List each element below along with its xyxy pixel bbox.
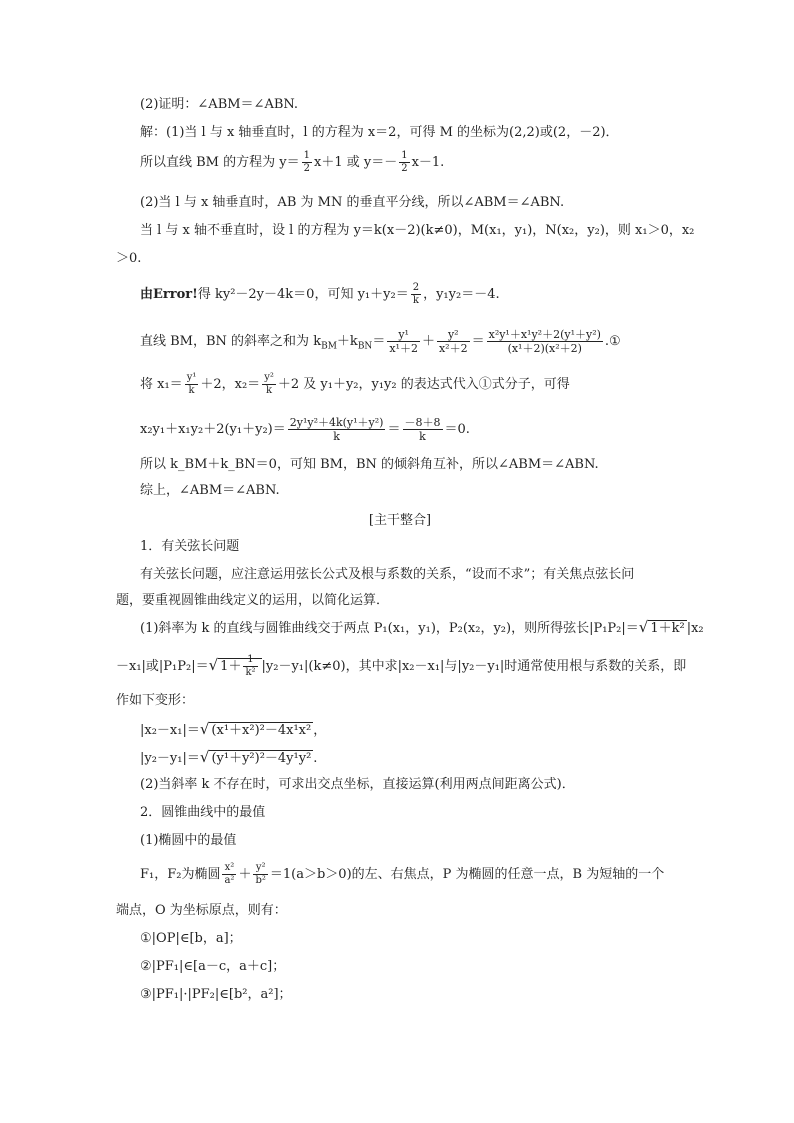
ellipse-line-cont: 端点，O 为坐标原点，则有： xyxy=(116,903,287,918)
formula-x: |x₂－x₁|＝√ (x¹＋x²)²－4x¹x² ， xyxy=(140,720,327,738)
ellipse-item-1: ①|OP|∈[b，a]； xyxy=(140,931,242,946)
topic-2-subheading: (1)椭圆中的最值 xyxy=(140,833,237,848)
part2-prompt: (2)证明：∠ABM＝∠ABN. xyxy=(140,97,299,112)
fraction: $\frac{-8+8}{k}$ xyxy=(404,416,441,443)
fraction: $\frac{\text{y¹}}{k}$ xyxy=(186,372,197,396)
chord-length-line-3: 作如下变形： xyxy=(116,693,195,708)
fraction: $\frac{1}{2}$ xyxy=(401,150,408,174)
fraction: $\frac{\text{x²}}{\text{a²}}$ xyxy=(224,862,235,886)
chord-length-part2: (2)当斜率 k 不存在时，可求出交点坐标，直接运算(利用两点间距离公式)． xyxy=(140,777,575,792)
fraction: $\frac{\text{2y¹y²＋4k(y¹＋y²)}}{k}$ xyxy=(289,416,384,443)
fraction: $\frac{\text{x²y¹＋x¹y²＋2(y¹＋y²)}}{\text{(x¹＋2)(x²＋2)}}$ xyxy=(488,328,601,355)
fraction: $\frac{\text{y²}}{k}$ xyxy=(264,372,274,396)
ellipse-item-2: ②|PF₁|∈[a－c，a＋c]； xyxy=(140,959,286,974)
topic-2-heading: 2．圆锥曲线中的最值 xyxy=(140,805,266,820)
numerator-line: x₂y₁＋x₁y₂＋2(y₁＋y₂)＝ $\frac{\text{2y¹y²＋4k(y¹＋y²)}}{k}$ ＝ $\frac{-8+8}{k}$ ＝0. xyxy=(140,416,470,443)
slope-sum-line: 直线 BM，BN 的斜率之和为 $k_{BM}+k_{BN}=$ $\frac{\text{y¹}}{\text{x¹＋2}}$ ＋ $\frac{\text{y²}}{\text{x²＋2}}$ ＝ $\frac{\text{x²y¹＋x¹y²＋2(y¹＋y²)}}{\text{(x¹＋2)(x²＋2)}}$ .① xyxy=(140,328,621,355)
chord-length-line-2: －x₁|或|P₁P₂|＝√ 1＋ $\frac{1}{\text{k²}}$ |y₂－y₁|(k≠0)，其中求|x₂－x₁|与|y₂－y₁|时通常使用根与系数的关系，即 xyxy=(116,654,687,678)
conclusion-1: 所以 k_BM＋k_BN＝0，可知 BM，BN 的倾斜角互补，所以∠ABM＝∠ABN. xyxy=(140,457,599,472)
section-heading: [主干整合] xyxy=(368,513,432,528)
ellipse-line: F₁，F₂为椭圆 $\frac{\text{x²}}{\text{a²}}$ ＋ $\frac{\text{y²}}{\text{b²}}$ ＝1(a＞b＞0)的左、右焦点，P 为椭圆的任意一点，B 为短轴的一个 xyxy=(140,862,665,886)
fraction: $\frac{\text{y¹}}{\text{x¹＋2}}$ xyxy=(389,328,418,355)
conclusion-2: 综上，∠ABM＝∠ABN. xyxy=(140,483,280,498)
solution-part1: 解：(1)当 l 与 x 轴垂直时，l 的方程为 x＝2，可得 M 的坐标为(2,2)或(2，－2)． xyxy=(140,125,619,140)
fraction: $\frac{1}{2}$ xyxy=(303,150,310,174)
fraction: $\frac{\text{y²}}{\text{b²}}$ xyxy=(255,862,266,886)
substitution-line: 将 x₁＝ $\frac{\text{y¹}}{k}$ ＋2，x₂＝ $\frac{\text{y²}}{k}$ ＋2 及 y₁＋y₂，y₁y₂ 的表达式代入①式分子，可得 xyxy=(140,372,570,396)
topic-1-para-2: 题，要重视圆锥曲线定义的运用，以简化运算． xyxy=(116,593,390,608)
topic-1-para-1: 有关弦长问题，应注意运用弦长公式及根与系数的关系，“设而不求”；有关焦点弦长问 xyxy=(140,567,635,582)
topic-1-heading: 1．有关弦长问题 xyxy=(140,539,240,554)
fraction: $\frac{1}{\text{k²}}$ xyxy=(245,654,256,678)
solution-part2b-cont: ＞0. xyxy=(116,251,142,266)
fraction: $\frac{\text{y²}}{\text{x²＋2}}$ xyxy=(438,328,468,355)
error-line: 由Error!得 ky²－2y－4k＝0，可知 y₁＋y₂＝ $\frac{2}{k}$ ，y₁y₂＝－4. xyxy=(140,282,500,306)
solution-part2a: (2)当 l 与 x 轴垂直时，AB 为 MN 的垂直平分线，所以∠ABM＝∠ABN. xyxy=(140,195,565,210)
fraction: $\frac{2}{k}$ xyxy=(412,282,420,306)
bm-equation-line: 所以直线 BM 的方程为 y＝ $\frac{1}{2}$ x＋1 或 y＝－ $\frac{1}{2}$ x－1. xyxy=(140,150,445,174)
ellipse-item-3: ③|PF₁|·|PF₂|∈[b²，a²]； xyxy=(140,987,292,1002)
formula-y: |y₂－y₁|＝√ (y¹＋y²)²－4y¹y² . xyxy=(140,748,318,766)
error-label: 由Error! xyxy=(140,287,198,302)
chord-length-line-1: (1)斜率为 k 的直线与圆锥曲线交于两点 P₁(x₁，y₁)，P₂(x₂，y₂)，则所得弦长|P₁P₂|＝√ 1＋k² |x₂ xyxy=(140,618,704,636)
solution-part2b: 当 l 与 x 轴不垂直时，设 l 的方程为 y＝k(x－2)(k≠0)，M(x₁，y₁)，N(x₂，y₂)，则 x₁＞0，x₂ xyxy=(140,223,695,238)
